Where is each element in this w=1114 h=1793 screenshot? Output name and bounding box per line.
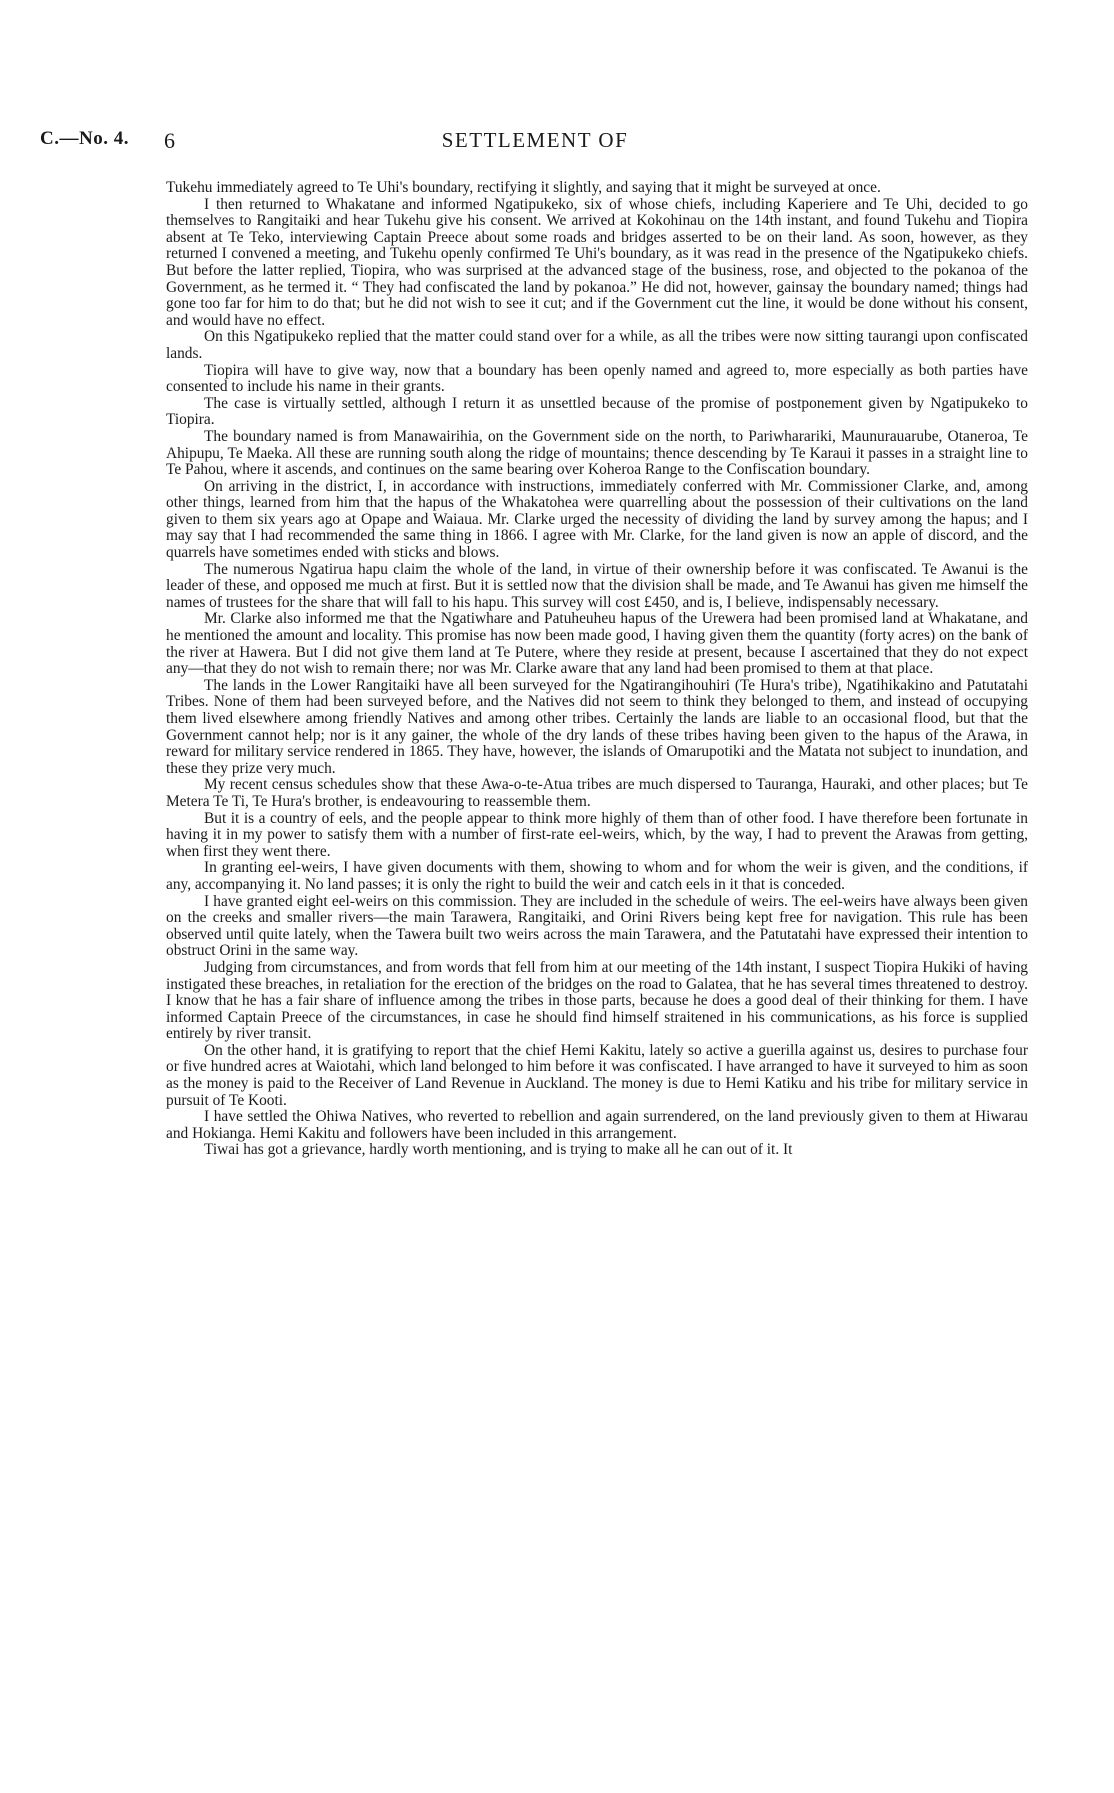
paragraph: I have settled the Ohiwa Natives, who reverted to rebellion and again surrendered, on the land previously given to them at Hiwarau and Hokianga. Hemi Kakitu and followers have been included in this arrangement. — [166, 1108, 1028, 1142]
paragraph: In granting eel-weirs, I have given documents with them, showing to whom and for whom the weir is given, and the conditions, if any, accompanying it. No land passes; it is only the right to build the weir and catch eels in it that is conceded. — [166, 859, 1028, 893]
document-reference: C.—No. 4. — [40, 128, 129, 149]
paragraph: Tiopira will have to give way, now that a boundary has been openly named and agreed to, more especially as both parties have consented to include his name in their grants. — [166, 361, 1028, 396]
paragraph: The case is virtually settled, although I return it as unsettled because of the promise of postponement given by Ngatipukeko to Tiopira. — [166, 394, 1028, 429]
paragraph: Tukehu immediately agreed to Te Uhi's boundary, rectifying it slightly, and saying that it might be surveyed at once. — [166, 179, 881, 196]
paragraph: On this Ngatipukeko replied that the matter could stand over for a while, as all the tribes were now sitting taurangi upon confiscated lands. — [166, 328, 1028, 362]
paragraph: But it is a country of eels, and the people appear to think more highly of them than of other food. I have therefore been fortunate in having it in my power to satisfy them with a number of first-rate eel-weirs, which, by the way, I had to prevent the Arawas from getting, when first they went there. — [166, 809, 1028, 860]
paragraph: The numerous Ngatirua hapu claim the whole of the land, in virtue of their ownership before it was confiscated. Te Awanui is the leader of these, and opposed me much at first. But it is settled now that the division shall be made, and Te Awanui has given me himself the names of trustees for the share that will fall to his hapu. This survey will cost £450, and is, I believe, indispensably necessary. — [166, 560, 1028, 611]
page-header — [40, 128, 1030, 158]
paragraph: My recent census schedules show that these Awa-o-te-Atua tribes are much dispersed to Tauranga, Hauraki, and other places; but Te Metera Te Ti, Te Hura's brother, is endeavouring to reassemble them. — [166, 776, 1028, 810]
paragraph: Mr. Clarke also informed me that the Ngatiwhare and Patuheuheu hapus of the Urewera had been promised land at Whakatane, and he mentioned the amount and locality. This promise has now been made good, I having given them the quantity (forty acres) on the bank of the river at Hawera. But I did not give them land at Te Putere, where they reside at present, because I ascertained that they do not expect any—that they do not wish to remain there; nor was Mr. Clarke aware that any land had been promised to them at that place. — [166, 610, 1028, 678]
paragraph: On arriving in the district, I, in accordance with instructions, immediately conferred with Mr. Commissioner Clarke, and, among other things, learned from him that the hapus of the Whakatohea were quarrelling about the possession of their cultivations on the land given to them six years ago at Opape and Waiaua. Mr. Clarke urged the necessity of dividing the land by survey among the hapus; and I may say that I had recommended the same thing in 1866. I agree with Mr. Clarke, for the land given is now an apple of discord, and the quarrels have sometimes ended with sticks and blows. — [166, 477, 1028, 562]
running-title: SETTLEMENT OF — [441, 128, 629, 152]
paragraph: On the other hand, it is gratifying to report that the chief Hemi Kakitu, lately so active a guerilla against us, desires to purchase four or five hundred acres at Waiotahi, which land belonged to him before it was confiscated. I have arranged to have it surveyed to him as soon as the money is paid to the Receiver of Land Revenue in Auckland. The money is due to Hemi Katiku and his tribe for military service in pursuit of Te Kooti. — [166, 1041, 1028, 1109]
paragraph: The boundary named is from Manawairihia, on the Government side on the north, to Pariwharariki, Maunurauarube, Otaneroa, Te Ahipupu, Te Maeka. All these are running south along the ridge of mountains; thence descending by Te Karaui it passes in a straight line to Te Pahou, where it ascends, and continues on the same bearing over Koheroa Range to the Confiscation boundary. — [166, 427, 1028, 479]
paragraph: Tiwai has got a grievance, hardly worth mentioning, and is trying to make all he can out of it. It — [204, 1141, 793, 1159]
body-text — [166, 180, 1028, 1159]
page-number: 6 — [164, 128, 175, 153]
paragraph: I then returned to Whakatane and informed Ngatipukeko, six of whose chiefs, including Kaperiere and Te Uhi, decided to go themselves to Rangitaiki and hear Tukehu give his consent. We arrived at Kokohinau on the 14th instant, and found Tukehu and Tiopira absent at Te Teko, interviewing Captain Preece about some roads and bridges asserted to be on their land. As soon, however, as they returned I convened a meeting, and Tukehu openly confirmed Te Uhi's boundary, as it was read in the presence of the Ngatipukeko chiefs. But before the latter replied, Tiopira, who was surprised at the advanced stage of the business, rose, and objected to the pokanoa of the Government, as he termed it. “ They had confiscated the land by pokanoa.” He did not, however, gainsay the boundary named; things had gone too far for him to do that; but he did not wish to see it cut; and if the Government cut the line, it would be done without his consent, and would have no effect. — [166, 195, 1028, 329]
paragraph: Judging from circumstances, and from words that fell from him at our meeting of the 14th instant, I suspect Tiopira Hukiki of having instigated these breaches, in retaliation for the erection of the bridges on the road to Galatea, that he has several times threatened to destroy. I know that he has a fair share of influence among the tribes in those parts, because he does a good deal of their thinking for them. I have informed Captain Preece of the circumstances, in case he should find himself straitened in his communications, as his force is supplied entirely by river transit. — [166, 958, 1028, 1043]
paragraph: The lands in the Lower Rangitaiki have all been surveyed for the Ngatirangihouhiri (Te Hura's tribe), Ngatihikakino and Patutatahi Tribes. None of them had been surveyed before, and the Natives did not seem to think they belonged to them, and instead of occupying them lived elsewhere among friendly Natives and among other tribes. Certainly the lands are liable to an occasional flood, but that the Government cannot help; nor is it any gainer, the whole of the dry lands of these tribes having been given to the hapus of the Arawa, in reward for military service rendered in 1865. They have, however, the islands of Omarupotiki and the Matata not subject to inundation, and these they prize very much. — [166, 676, 1028, 777]
paragraph: I have granted eight eel-weirs on this commission. They are included in the schedule of weirs. The eel-weirs have always been given on the creeks and smaller rivers—the main Tarawera, Rangitaiki, and Orini Rivers being kept free for navigation. This rule has been observed until quite lately, when the Tawera built two weirs across the main Tarawera, and the Patutatahi have expressed their intention to obstruct Orini in the same way. — [166, 892, 1028, 960]
